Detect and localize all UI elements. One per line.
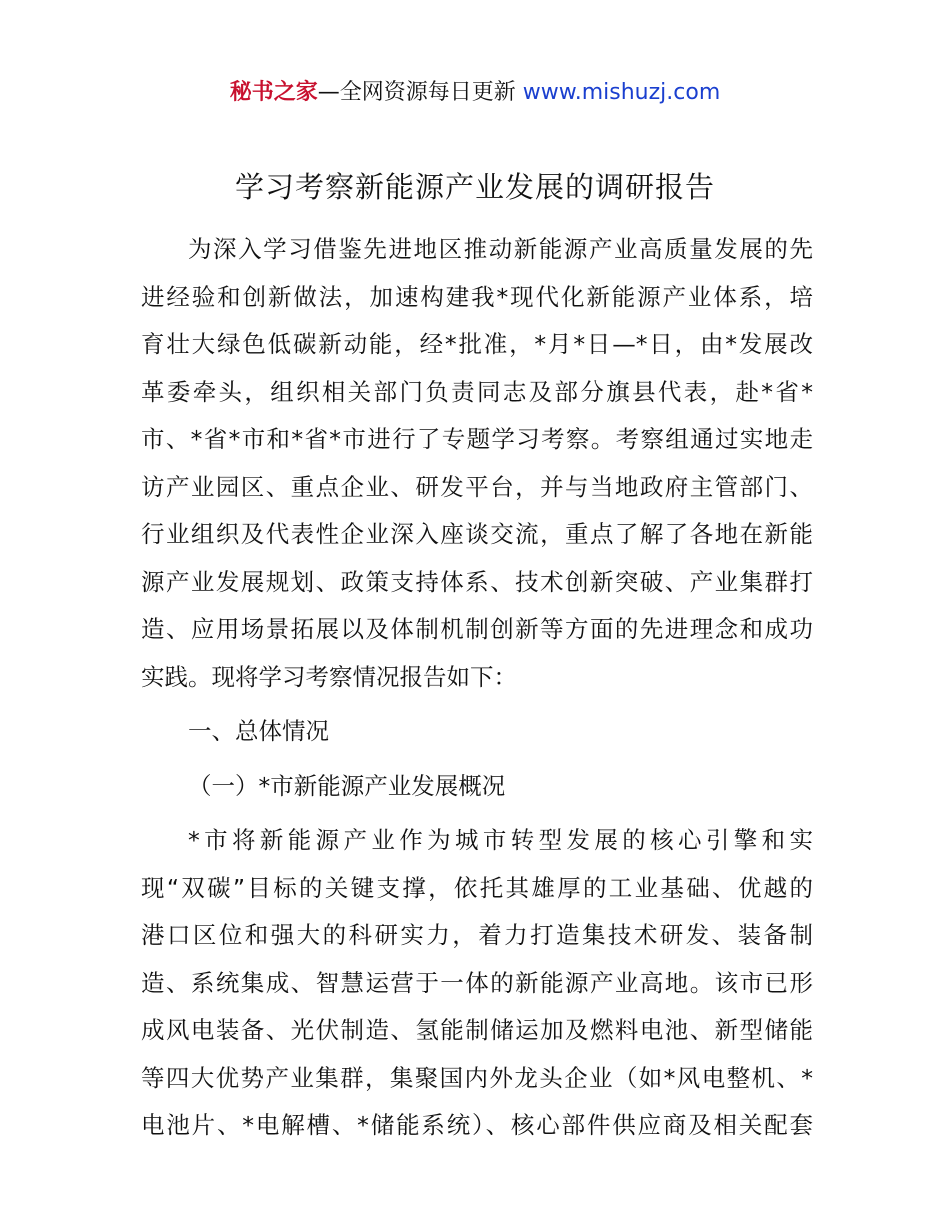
paragraph-line: 造、应用场景拓展以及体制机制创新等方面的先进理念和成功 xyxy=(141,615,813,643)
site-tagline: —全网资源每日更新 xyxy=(317,80,516,105)
paragraph-line: 造、系统集成、智慧运营于一体的新能源产业高地。该市已形 xyxy=(141,968,813,997)
paragraph-line: *市将新能源产业作为城市转型发展的核心引擎和实 xyxy=(188,826,813,854)
paragraph-line: 电池片、*电解槽、*储能系统）、核心部件供应商及相关配套 xyxy=(141,1111,813,1139)
document-body xyxy=(141,226,813,1150)
paragraph-line: 访产业园区、重点企业、研发平台，并与当地政府主管部门、 xyxy=(141,472,813,501)
site-url-link[interactable]: www.mishuzj.com xyxy=(522,80,721,105)
intro-paragraph xyxy=(141,226,813,701)
body-paragraph xyxy=(141,817,813,1150)
paragraph-line: 实践。现将学习考察情况报告如下： xyxy=(141,662,517,691)
section-heading: 一、总体情况 xyxy=(188,717,329,745)
paragraph-line: 现“双碳”目标的关键支撑，依托其雄厚的工业基础、优越的 xyxy=(141,873,813,902)
paragraph-line: 进经验和创新做法，加速构建我*现代化新能源产业体系，培 xyxy=(141,282,813,311)
subsection-heading: （一）*市新能源产业发展概况 xyxy=(188,771,506,800)
paragraph-line: 成风电装备、光伏制造、氢能制储运加及燃料电池、新型储能 xyxy=(141,1016,813,1044)
paragraph-line: 源产业发展规划、政策支持体系、技术创新突破、产业集群打 xyxy=(141,567,813,596)
site-brand: 秘书之家 xyxy=(229,80,318,105)
paragraph-line: 革委牵头，组织相关部门负责同志及部分旗县代表，赴*省* xyxy=(141,377,813,406)
paragraph-line: 市、*省*市和*省*市进行了专题学习考察。考察组通过实地走 xyxy=(141,425,813,453)
paragraph-line: 港口区位和强大的科研实力，着力打造集技术研发、装备制 xyxy=(141,921,813,949)
paragraph-line: 育壮大绿色低碳新动能，经*批准，*月*日—*日，由*发展改 xyxy=(141,330,813,358)
site-header xyxy=(0,76,950,110)
paragraph-line: 等四大优势产业集群，集聚国内外龙头企业（如*风电整机、* xyxy=(141,1063,813,1092)
paragraph-line: 行业组织及代表性企业深入座谈交流，重点了解了各地在新能 xyxy=(141,520,813,548)
paragraph-line: 为深入学习借鉴先进地区推动新能源产业高质量发展的先 xyxy=(188,235,813,263)
document-title: 学习考察新能源产业发展的调研报告 xyxy=(234,170,715,204)
